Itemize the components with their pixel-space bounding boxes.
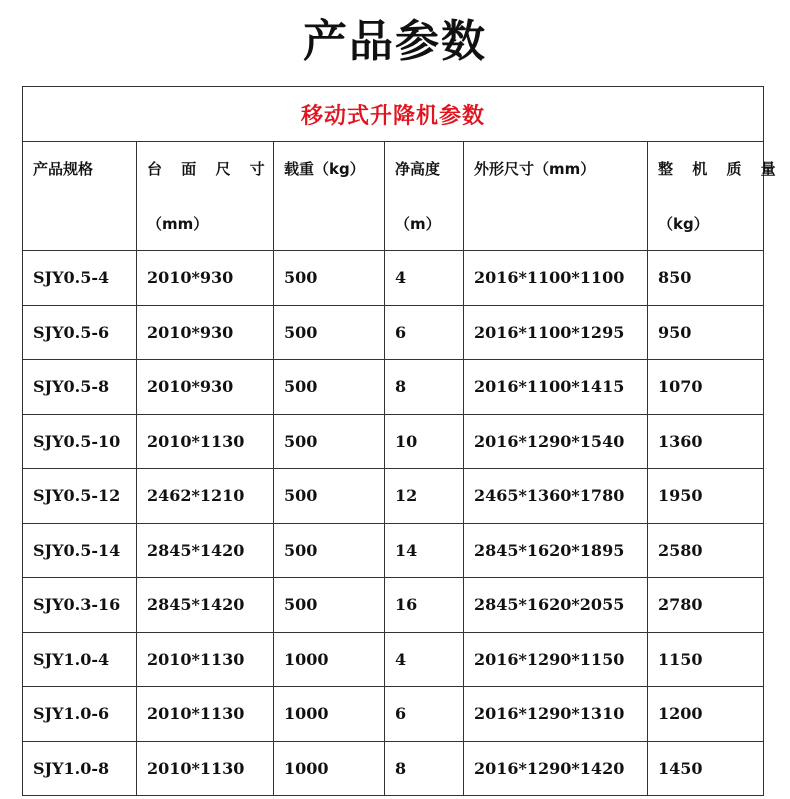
cell-weight: 2780 — [648, 578, 764, 633]
table-row — [23, 305, 764, 360]
cell-height: 6 — [385, 687, 464, 742]
cell-dimensions: 2845*1620*2055 — [464, 578, 648, 633]
cell-dimensions: 2016*1290*1310 — [464, 687, 648, 742]
header-unit: （m） — [395, 215, 441, 233]
header-cell-platform-size — [137, 142, 274, 251]
cell-platform-size: 2010*1130 — [137, 632, 274, 687]
cell-load: 500 — [274, 469, 385, 524]
table-row — [23, 523, 764, 578]
table-row — [23, 469, 764, 524]
cell-platform-size: 2845*1420 — [137, 578, 274, 633]
cell-dimensions: 2016*1290*1540 — [464, 414, 648, 469]
header-label: 外形尺寸（mm） — [474, 160, 596, 178]
cell-height: 16 — [385, 578, 464, 633]
table-row — [23, 360, 764, 415]
cell-weight: 850 — [648, 251, 764, 306]
header-label: 净高度 — [395, 160, 441, 178]
cell-platform-size: 2010*930 — [137, 360, 274, 415]
table-caption-row — [23, 87, 764, 142]
cell-platform-size: 2845*1420 — [137, 523, 274, 578]
cell-spec: SJY1.0-6 — [23, 687, 137, 742]
header-unit — [33, 214, 136, 234]
table-row — [23, 632, 764, 687]
cell-height: 4 — [385, 251, 464, 306]
cell-dimensions: 2016*1100*1295 — [464, 305, 648, 360]
header-cell-spec — [23, 142, 137, 251]
cell-dimensions: 2845*1620*1895 — [464, 523, 648, 578]
cell-spec: SJY0.5-14 — [23, 523, 137, 578]
cell-spec: SJY0.5-12 — [23, 469, 137, 524]
table-body — [23, 251, 764, 796]
cell-height: 8 — [385, 360, 464, 415]
header-label: 整 机 质 量 — [658, 160, 783, 178]
cell-load: 1000 — [274, 741, 385, 796]
cell-spec: SJY0.5-4 — [23, 251, 137, 306]
cell-load: 1000 — [274, 687, 385, 742]
cell-weight: 1150 — [648, 632, 764, 687]
cell-weight: 1200 — [648, 687, 764, 742]
header-unit — [284, 214, 384, 234]
cell-platform-size: 2010*930 — [137, 305, 274, 360]
table-header-row — [23, 142, 764, 251]
cell-spec: SJY0.5-10 — [23, 414, 137, 469]
cell-platform-size: 2010*1130 — [137, 414, 274, 469]
cell-height: 12 — [385, 469, 464, 524]
header-label: 产品规格 — [33, 160, 94, 178]
cell-load: 500 — [274, 523, 385, 578]
cell-load: 500 — [274, 251, 385, 306]
cell-spec: SJY1.0-4 — [23, 632, 137, 687]
cell-spec: SJY0.5-8 — [23, 360, 137, 415]
cell-platform-size: 2462*1210 — [137, 469, 274, 524]
cell-weight: 1360 — [648, 414, 764, 469]
cell-weight: 2580 — [648, 523, 764, 578]
cell-weight: 1070 — [648, 360, 764, 415]
cell-weight: 1450 — [648, 741, 764, 796]
table-row — [23, 414, 764, 469]
cell-platform-size: 2010*930 — [137, 251, 274, 306]
header-label: 载重（kg） — [284, 160, 365, 178]
cell-spec: SJY1.0-8 — [23, 741, 137, 796]
page-title: 产品参数 — [303, 16, 487, 67]
cell-platform-size: 2010*1130 — [137, 741, 274, 796]
table-row — [23, 687, 764, 742]
header-unit: （mm） — [147, 215, 209, 233]
cell-load: 500 — [274, 578, 385, 633]
cell-height: 4 — [385, 632, 464, 687]
cell-weight: 1950 — [648, 469, 764, 524]
cell-spec: SJY0.5-6 — [23, 305, 137, 360]
header-unit: （kg） — [658, 215, 709, 233]
cell-weight: 950 — [648, 305, 764, 360]
cell-height: 14 — [385, 523, 464, 578]
cell-height: 8 — [385, 741, 464, 796]
header-cell-load — [274, 142, 385, 251]
header-cell-weight — [648, 142, 783, 251]
cell-load: 500 — [274, 414, 385, 469]
cell-dimensions: 2016*1100*1415 — [464, 360, 648, 415]
cell-height: 6 — [385, 305, 464, 360]
table-caption: 移动式升降机参数 — [23, 87, 764, 142]
cell-dimensions: 2016*1290*1150 — [464, 632, 648, 687]
cell-load: 1000 — [274, 632, 385, 687]
cell-load: 500 — [274, 360, 385, 415]
cell-spec: SJY0.3-16 — [23, 578, 137, 633]
cell-dimensions: 2465*1360*1780 — [464, 469, 648, 524]
spec-table — [22, 86, 783, 796]
header-cell-height — [385, 142, 464, 251]
table-row — [23, 578, 764, 633]
table-row — [23, 741, 764, 796]
cell-load: 500 — [274, 305, 385, 360]
cell-dimensions: 2016*1100*1100 — [464, 251, 648, 306]
table-row — [23, 251, 764, 306]
header-label: 台 面 尺 寸 — [147, 160, 272, 178]
header-cell-dimensions — [464, 142, 648, 251]
header-unit — [474, 214, 647, 234]
cell-platform-size: 2010*1130 — [137, 687, 274, 742]
cell-height: 10 — [385, 414, 464, 469]
cell-dimensions: 2016*1290*1420 — [464, 741, 648, 796]
